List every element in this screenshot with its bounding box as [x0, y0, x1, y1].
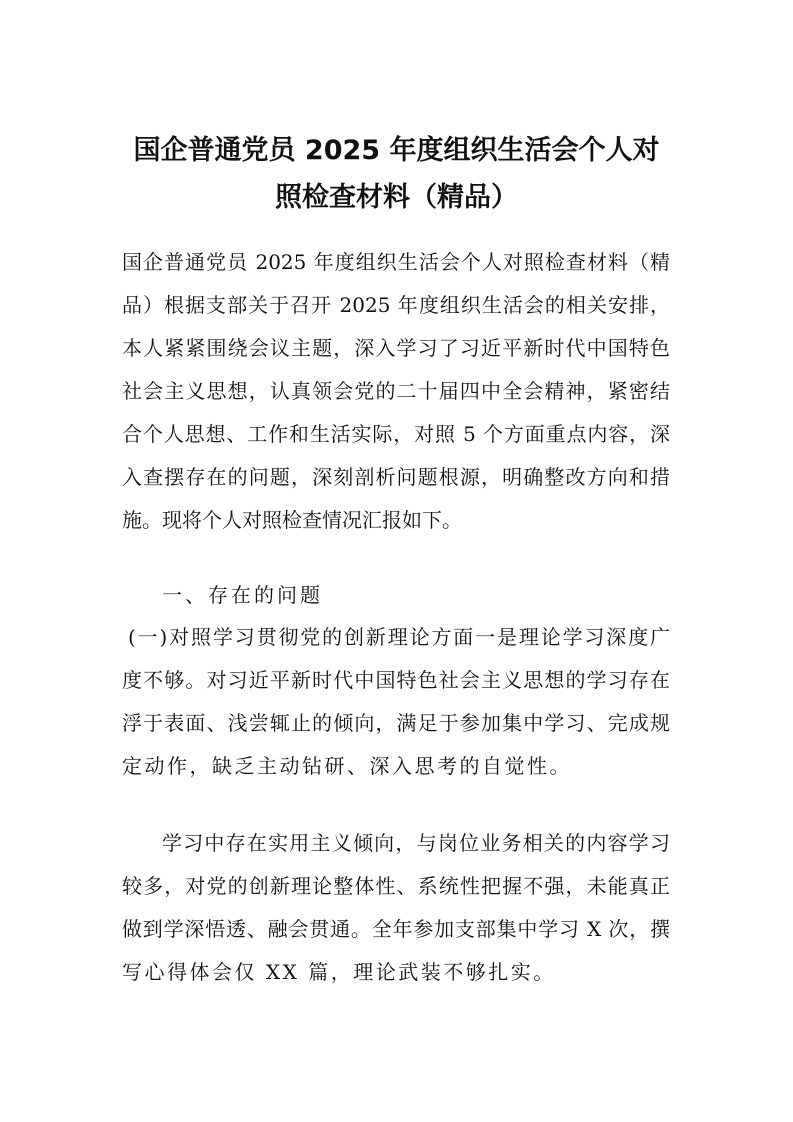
text-line: 写心得体会仅 XX 篇，理论武装不够扎实。 — [122, 960, 556, 984]
text-line: 做到学深悟透、融会贯通。全年参加支部集中学习 X 次，撰 — [122, 917, 670, 941]
text-line: 社会主义思想，认真领会党的二十届四中全会精神，紧密结 — [122, 379, 670, 403]
text-line: 较多，对党的创新理论整体性、系统性把握不强，未能真正 — [122, 874, 670, 898]
title-line: 国企普通党员 2025 年度组织生活会个人对 — [133, 135, 660, 166]
section-heading: 一、存在的问题 — [162, 583, 323, 607]
text-line: 品）根据支部关于召开 2025 年度组织生活会的相关安排， — [122, 293, 670, 317]
text-line: 度不够。对习近平新时代中国特色社会主义思想的学习存在 — [122, 668, 670, 692]
text-line: (一)对照学习贯彻党的创新理论方面一是理论学习深度广 — [128, 625, 670, 649]
title-line: 照检查材料（精品） — [275, 182, 518, 213]
text-line: 入查摆存在的问题，深刻剖析问题根源，明确整改方向和措 — [122, 465, 670, 489]
text-line: 定动作，缺乏主动钻研、深入思考的自觉性。 — [122, 754, 572, 778]
text-line: 国企普通党员 2025 年度组织生活会个人对照检查材料（精 — [122, 250, 670, 274]
text-line: 合个人思想、工作和生活实际，对照 5 个方面重点内容，深 — [122, 422, 670, 446]
text-line: 本人紧紧围绕会议主题，深入学习了习近平新时代中国特色 — [122, 336, 670, 360]
text-line: 施。现将个人对照检查情况汇报如下。 — [122, 508, 462, 532]
text-line: 浮于表面、浅尝辄止的倾向，满足于参加集中学习、完成规 — [122, 711, 670, 735]
text-line: 学习中存在实用主义倾向，与岗位业务相关的内容学习 — [162, 831, 670, 855]
